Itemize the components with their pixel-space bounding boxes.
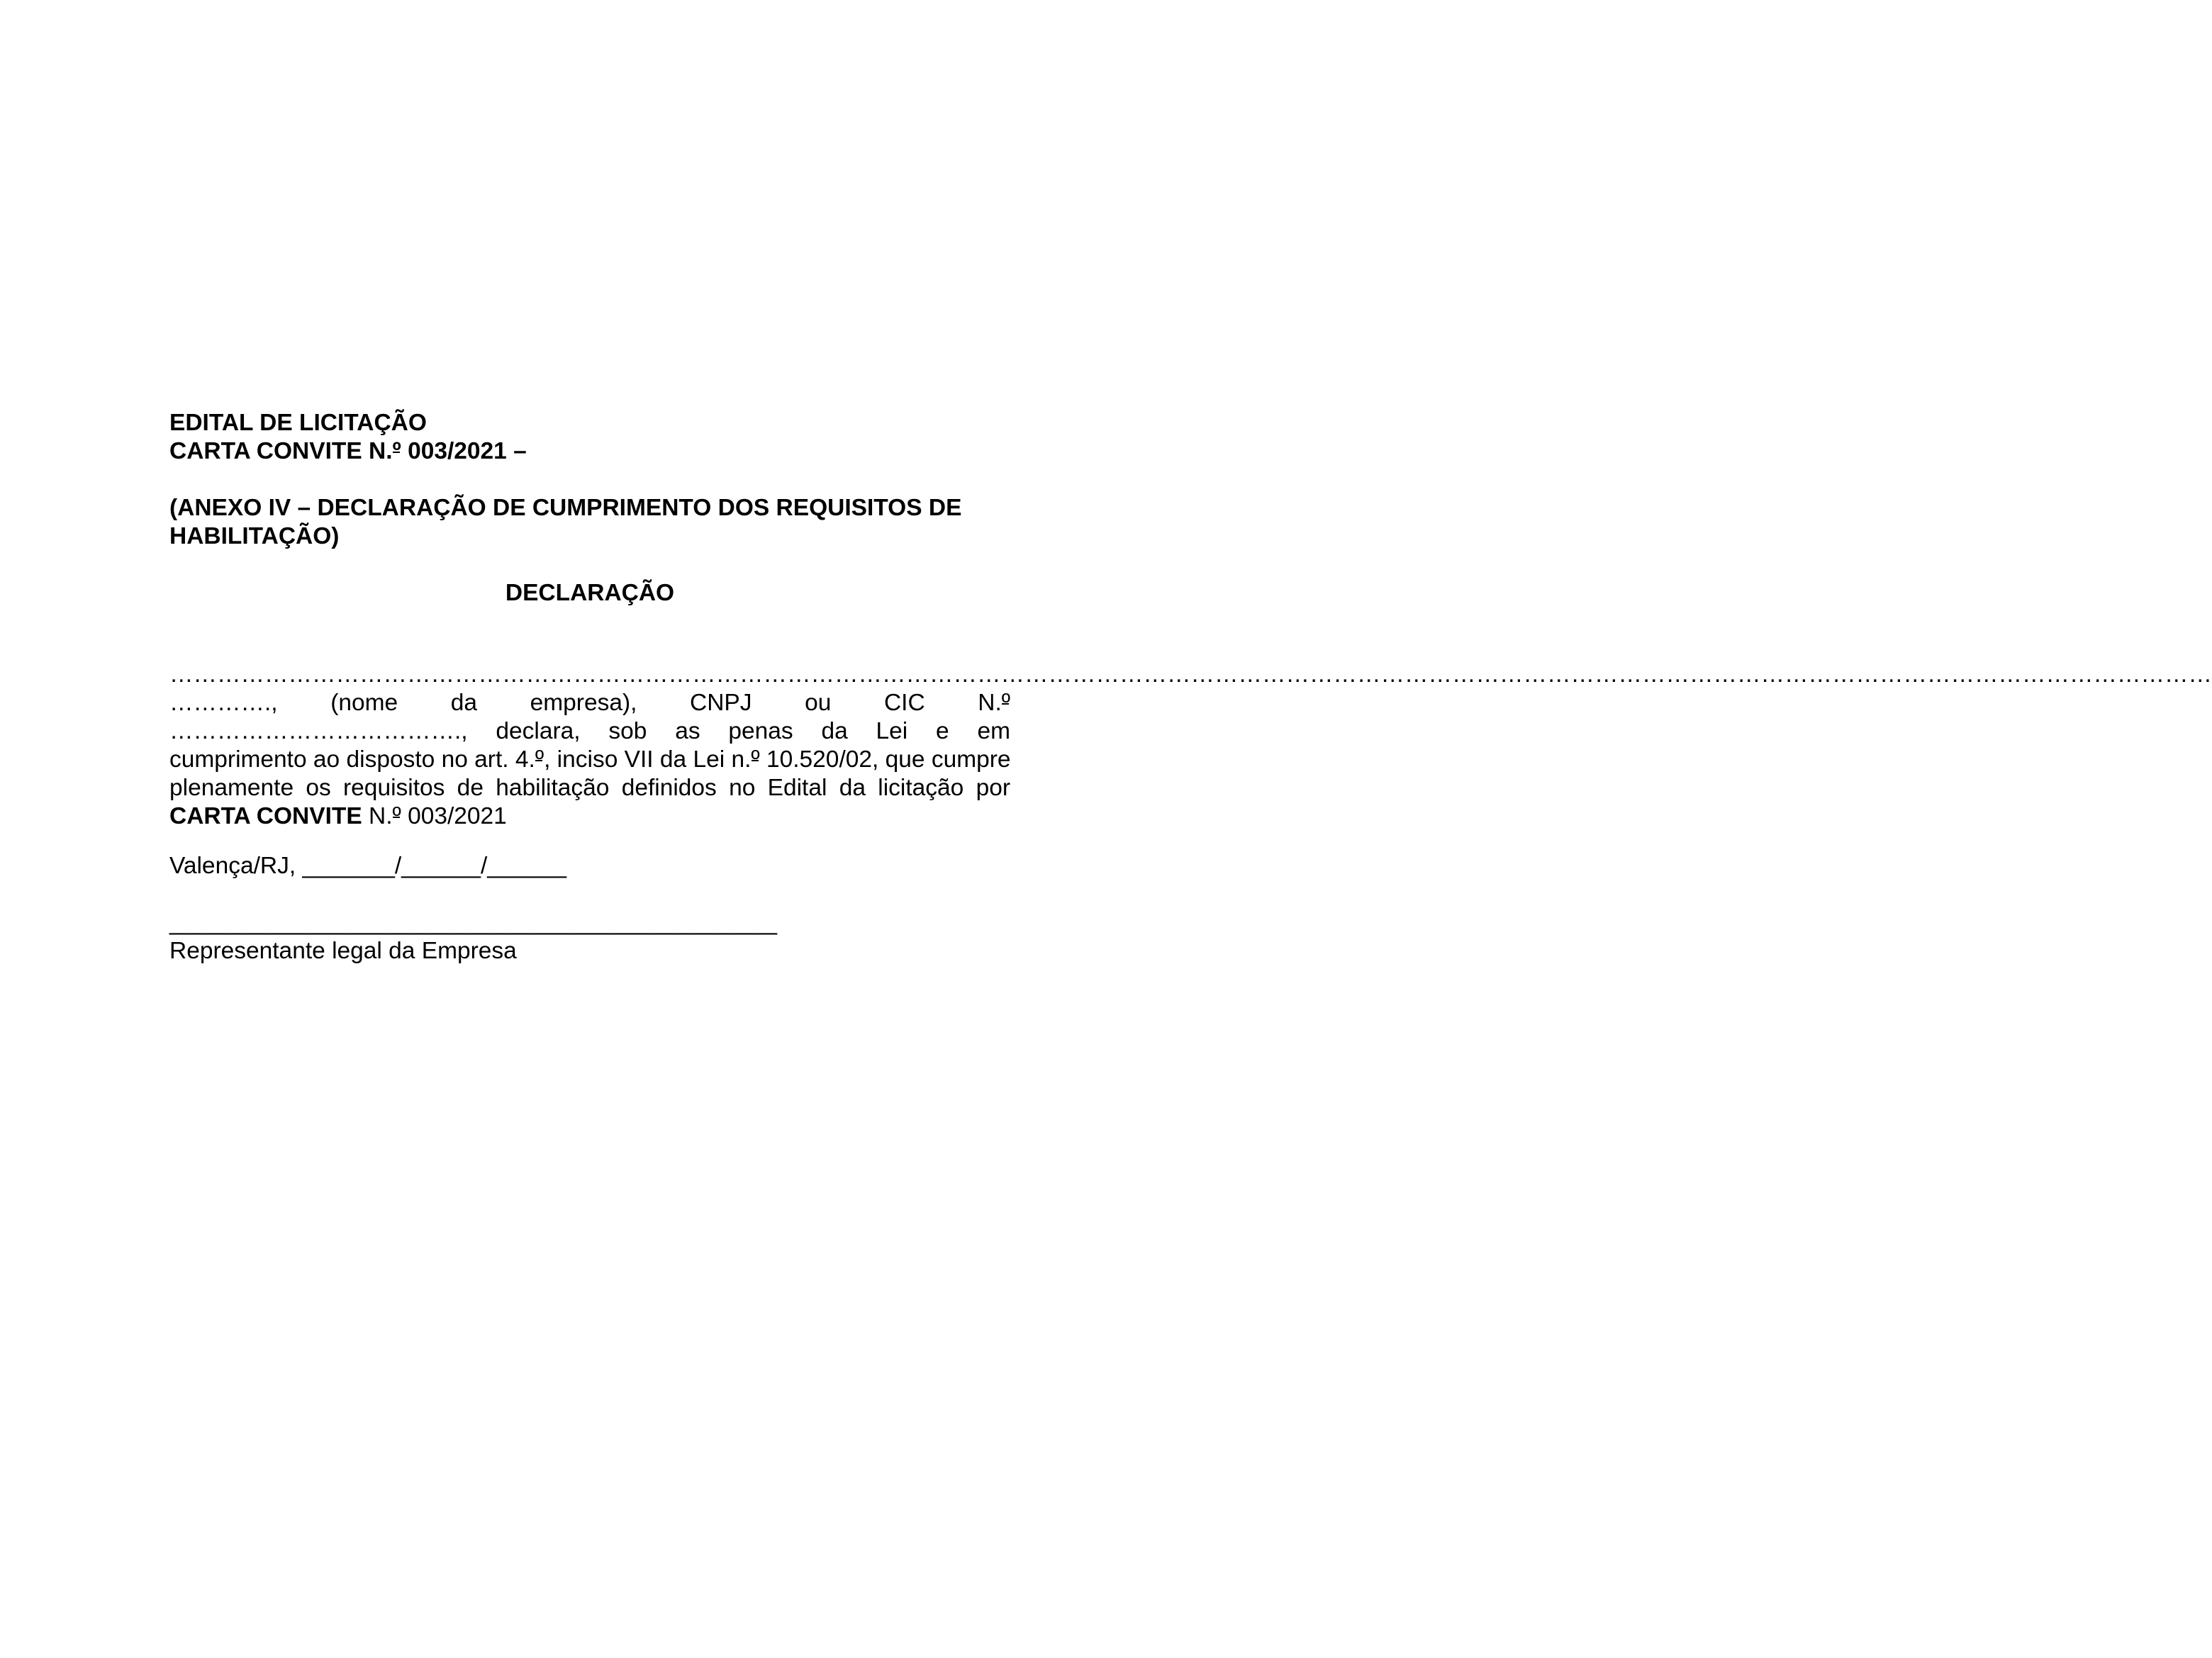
signature-block: [169, 909, 1010, 965]
body-company-name-line: …………., (nome da empresa), CNPJ ou CIC N.º: [169, 690, 1010, 716]
ordinal-indicator: º: [392, 803, 401, 829]
ordinal-indicator: º: [535, 746, 544, 773]
ordinal-indicator: º: [751, 746, 760, 773]
document-content: [169, 409, 2212, 965]
section-heading: DECLARAÇÃO: [505, 580, 675, 606]
ordinal-indicator: º: [392, 438, 401, 464]
body-carta-convite-line: [169, 802, 1010, 831]
declaration-body: [169, 661, 2212, 831]
header-line-1: EDITAL DE LICITAÇÃO: [169, 410, 427, 436]
annex-title: [169, 494, 1010, 551]
body-dotted-fill-line: ……………………………………………………………………………………………………………………………………………………………………………………………………………………………………: [169, 661, 2212, 688]
ordinal-indicator: º: [1001, 690, 1010, 716]
document-header: [169, 409, 1010, 466]
date-place-line: Valença/RJ, _______/______/______: [169, 853, 567, 879]
carta-convite-bold-text: CARTA CONVITE: [169, 803, 362, 829]
signature-label: Representante legal da Empresa: [169, 938, 517, 964]
body-requirements-line: plenamente os requisitos de habilitação definidos no Edital da licitação por: [169, 775, 1010, 801]
carta-convite-number: N.º 003/2021: [362, 803, 507, 829]
body-law-reference-line: cumprimento ao disposto no art. 4.º, inciso VII da Lei n.º 10.520/02, que cumpre: [169, 746, 1011, 773]
annex-title-line-1: (ANEXO IV – DECLARAÇÃO DE CUMPRIMENTO DOS REQUISITOS DE: [169, 495, 962, 521]
annex-title-line-2: HABILITAÇÃO): [169, 523, 340, 549]
body-declares-line: ………………………………., declara, sob as penas da Lei e em: [169, 718, 1010, 744]
signature-rule: ______________________________________________: [169, 909, 778, 936]
header-line-2: CARTA CONVITE N.º 003/2021 –: [169, 438, 527, 464]
